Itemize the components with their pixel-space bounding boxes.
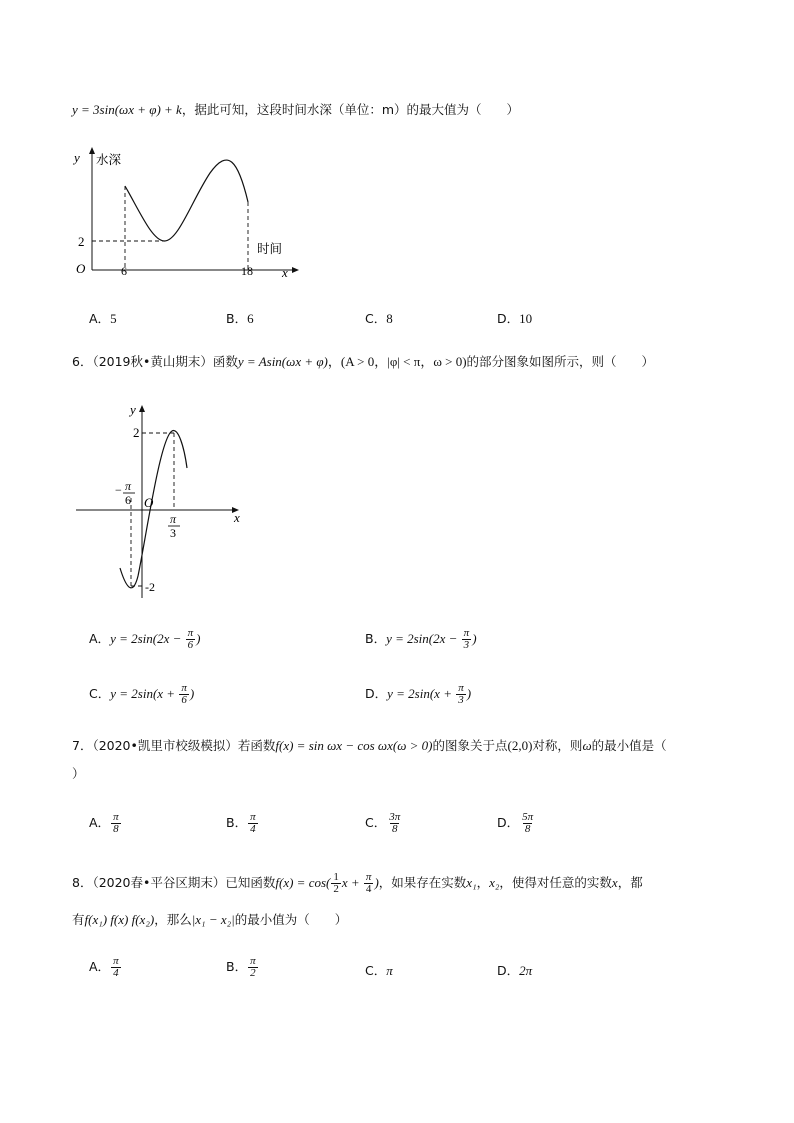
q5-curve (125, 160, 248, 241)
q6-stem: 6．（2019秋•黄山期末）函数y = Asin(ωx + φ)，(A > 0，|φ| < π，ω > 0)的部分图象如图所示，则（ ） (72, 354, 655, 369)
q8-option-b[interactable]: B． $\frac{\pi}{2}$ (226, 955, 256, 979)
q5-tick-6: 6 (121, 264, 127, 278)
q7-option-d[interactable]: D． $\frac{5\pi}{8}$ (497, 811, 534, 835)
q6-neg-den: 6 (125, 493, 131, 507)
q6-y-arrow (139, 405, 145, 412)
q5-option-a[interactable]: A．5 (89, 311, 117, 326)
q8-option-a[interactable]: A． $\frac{\pi}{4}$ (89, 955, 119, 979)
q6-x-label: x (234, 510, 240, 525)
q8-stem: 8．（2020春•平谷区期末）已知函数f(x) = cos( $\frac{1}{2}$ x + $\frac{\pi}{4}$ )，如果存在实数x₁，x₂，使得对任意的实数x，都 (72, 871, 643, 895)
q6-neg-sign: − (115, 483, 122, 497)
q8-option-c[interactable]: C．π (365, 963, 393, 978)
q6-pos-den: 3 (170, 526, 176, 540)
q5-y-title: 水深 (96, 152, 122, 167)
q6-option-a[interactable]: A．y = 2sin(2x − $\frac{\pi}{6}$ ) (89, 627, 201, 651)
q5-figure (70, 140, 310, 285)
q6-curve (120, 430, 187, 587)
q6-option-d[interactable]: D．y = 2sin(x + $\frac{\pi}{3}$ ) (365, 682, 472, 706)
q6-conditions: ，(A > 0，|φ| < π，ω > 0) (327, 354, 467, 369)
q5-stem (72, 101, 519, 120)
q5-stem-text: ，据此可知，这段时间水深（单位：m）的最大值为（ ） (181, 102, 520, 117)
q6-neg-pi: π (125, 479, 132, 493)
q7-option-b[interactable]: B． $\frac{\pi}{4}$ (226, 811, 256, 835)
q5-x-arrow (292, 267, 299, 273)
q5-y-label: y (74, 150, 80, 165)
q6-option-b[interactable]: B．y = 2sin(2x − $\frac{\pi}{3}$ ) (365, 627, 477, 651)
q6-pos-pi: π (170, 512, 177, 526)
q5-formula: y = 3sin(ωx + φ) + k (72, 102, 182, 117)
q6-figure (72, 398, 262, 603)
q5-option-d[interactable]: D．10 (497, 311, 533, 326)
q5-y-arrow (89, 147, 95, 154)
q6-formula: y = Asin(ωx + φ) (237, 354, 328, 369)
q7-stem-line2: ） (72, 766, 85, 781)
q5-x-title: 时间 (257, 241, 283, 256)
q7-stem: 7．（2020•凯里市校级模拟）若函数f(x) = sin ωx − cos ωx(ω > 0)的图象关于点(2,0)对称，则ω的最小值是（ (72, 738, 667, 753)
q5-x-label: x (282, 265, 288, 280)
q8-option-d[interactable]: D．2π (497, 963, 533, 978)
q6-origin: O (144, 495, 154, 510)
q5-origin: O (76, 261, 86, 276)
q5-option-b[interactable]: B．6 (226, 311, 254, 326)
q7-option-c[interactable]: C． $\frac{3\pi}{8}$ (365, 811, 401, 835)
q6-tick-neg2: -2 (145, 580, 155, 594)
q7-option-a[interactable]: A． $\frac{\pi}{8}$ (89, 811, 119, 835)
q5-tick-2: 2 (78, 234, 85, 249)
q7-formula: f(x) = sin ωx − cos ωx(ω > 0) (275, 738, 433, 753)
q5-tick-18: 18 (241, 264, 253, 278)
q8-stem-line2: 有f(x₁) f(x) f(x₂)，那么|x₁ − x₂|的最小值为（ ） (72, 912, 348, 927)
q6-option-c[interactable]: C．y = 2sin(x + $\frac{\pi}{6}$ ) (89, 682, 195, 706)
q6-tick-2: 2 (133, 425, 140, 440)
q5-option-c[interactable]: C．8 (365, 311, 393, 326)
q6-y-label: y (130, 402, 136, 417)
